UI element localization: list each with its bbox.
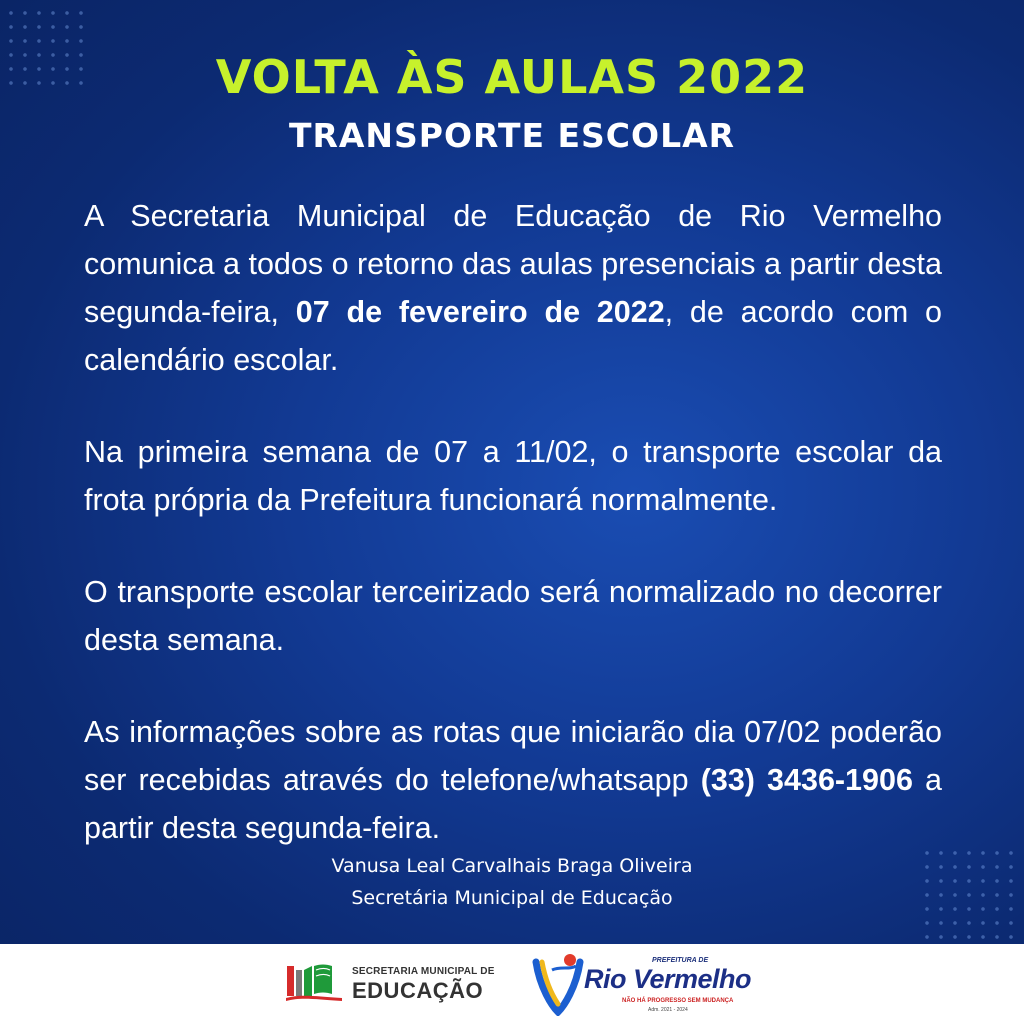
municipal-emblem-icon <box>530 952 586 1016</box>
return-date: 07 de fevereiro de 2022 <box>295 295 665 329</box>
prefeitura-logo-prefix: PREFEITURA DE <box>652 957 709 964</box>
prefeitura-logo-name: Rio Vermelho <box>584 964 752 994</box>
prefeitura-logo-slogan: NÃO HÁ PROGRESSO SEM MUDANÇA <box>622 998 734 1004</box>
footer-bar <box>0 944 1024 1024</box>
signatory-role: Secretária Municipal de Educação <box>351 887 673 909</box>
phone-number: (33) 3436-1906 <box>700 763 913 797</box>
paragraph-return-date: A Secretaria Municipal de Educação de Rio Vermelho comunica a todos o retorno das aulas presenciais a partir desta segunda-feira, 07 de fevereiro de 2022, de acordo com o calendário escolar. <box>84 199 942 377</box>
poster-title: VOLTA ÀS AULAS 2022 <box>215 50 809 104</box>
secretaria-logo-line1: SECRETARIA MUNICIPAL DE <box>352 966 495 977</box>
signatory-name: Vanusa Leal Carvalhais Braga Oliveira <box>331 855 693 877</box>
prefeitura-logo <box>530 952 750 1018</box>
announcement-body <box>84 192 942 852</box>
paragraph-contact: As informações sobre as rotas que iniciarão dia 07/02 poderão ser recebidas através do telefone/whatsapp (33) 3436-1906 a partir desta segunda-feira. <box>84 715 942 845</box>
poster-subtitle: TRANSPORTE ESCOLAR <box>288 116 736 155</box>
signature <box>0 850 1024 914</box>
paragraph-outsourced-transport: O transporte escolar terceirizado será normalizado no decorrer desta semana. <box>84 575 942 657</box>
paragraph-own-fleet: Na primeira semana de 07 a 11/02, o transporte escolar da frota própria da Prefeitura funcionará normalmente. <box>84 435 942 517</box>
books-icon <box>286 962 342 1002</box>
secretaria-logo <box>286 960 495 1004</box>
secretaria-logo-line2: EDUCAÇÃO <box>352 978 484 1003</box>
prefeitura-logo-term: Adm. 2021 - 2024 <box>648 1007 688 1013</box>
